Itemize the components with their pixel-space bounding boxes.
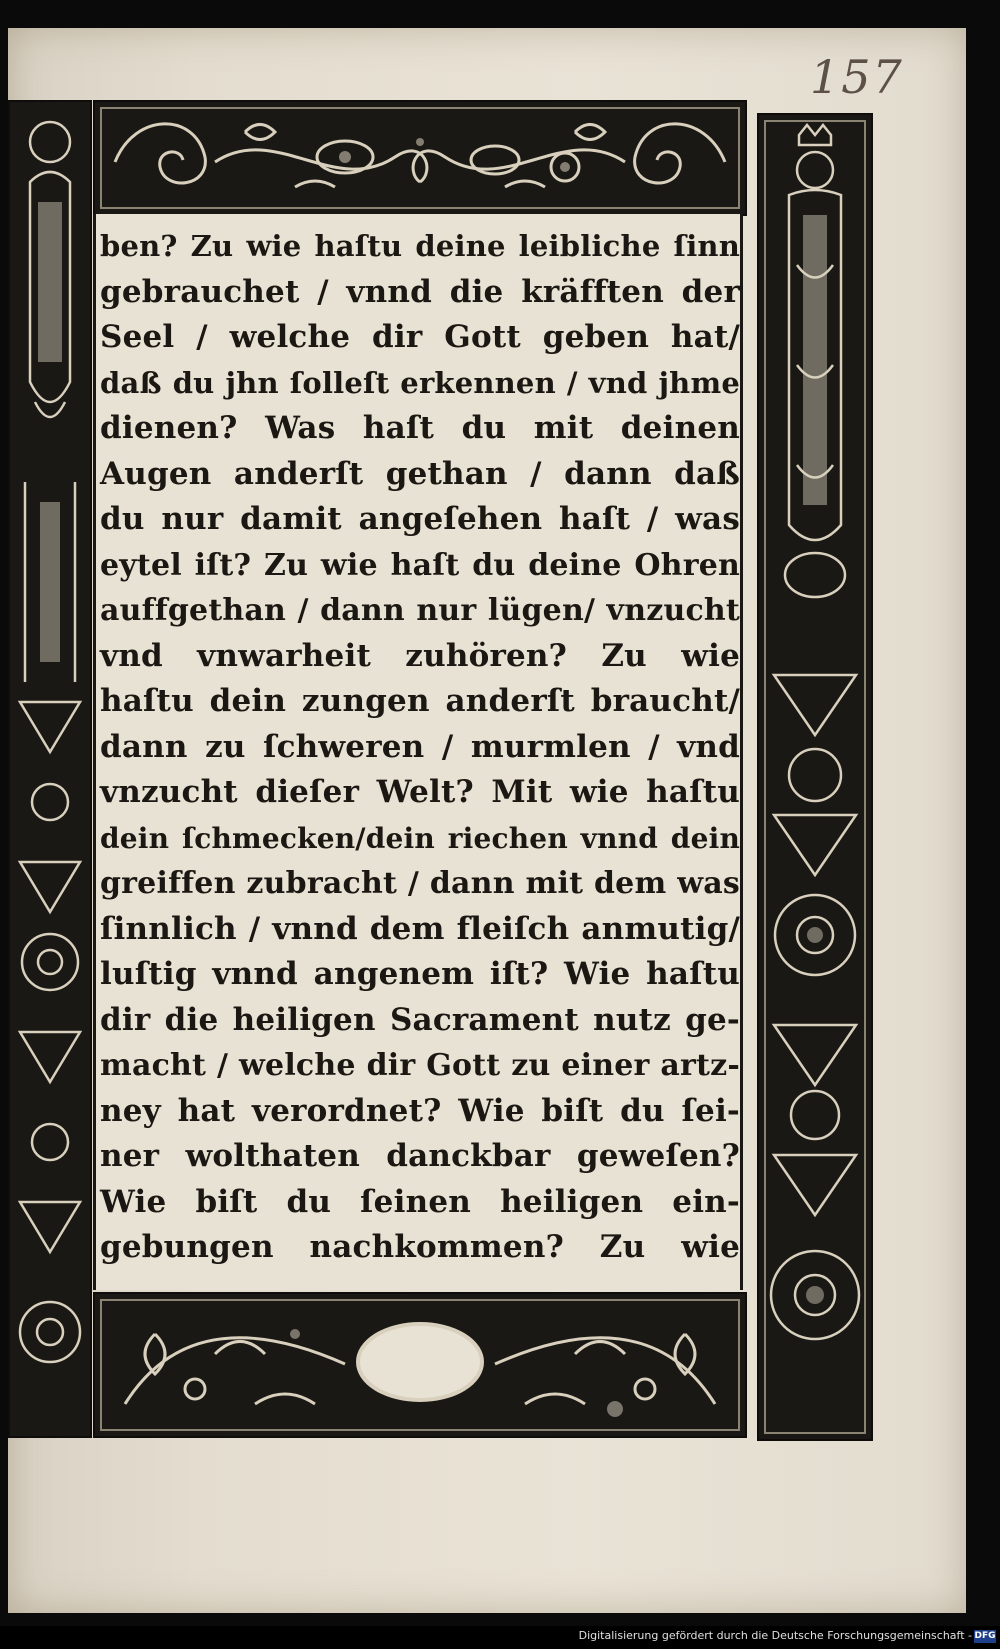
text-line: daß du jhn ſolleſt erkennen / vnd jhme — [100, 365, 740, 400]
text-line: ben? Zu wie haſtu deine leibliche ſinn — [100, 229, 740, 263]
bottom-ornament-border — [93, 1292, 747, 1438]
text-line: dann zu ſchweren / murmlen / vnd — [100, 728, 740, 765]
text-line: ney hat verordnet? Wie biſt du ſei- — [100, 1092, 740, 1129]
text-line: dein ſchmecken/dein riechen vnnd dein — [100, 821, 740, 855]
text-line: auffgethan / dann nur lügen/ vnzucht — [100, 593, 740, 628]
folio-number: 157 — [810, 50, 904, 104]
text-line: greiffen zubracht / dann mit dem was — [100, 866, 740, 901]
text-line: vnzucht dieſer Welt? Mit wie haſtu — [100, 774, 740, 810]
text-line: eytel iſt? Zu wie haſt du deine Ohren — [100, 547, 740, 583]
text-line: Wie biſt du ſeinen heiligen ein- — [100, 1183, 740, 1220]
left-ornament-image — [10, 102, 90, 1436]
text-line: luſtig vnnd angenem iſt? Wie haſtu — [100, 956, 740, 992]
text-line: Augen anderſt gethan / dann daß — [100, 455, 740, 492]
text-line: du nur damit angeſehen haſt / was — [100, 501, 740, 537]
text-line: gebungen nachkommen? Zu wie — [100, 1229, 740, 1265]
footer-credit: Digitalisierung gefördert durch die Deutsche Forschungsgemeinschaft - — [578, 1629, 972, 1642]
main-text — [100, 224, 740, 1271]
dfg-logo: DFG — [974, 1631, 996, 1641]
right-ornament-image — [759, 115, 871, 1439]
text-line: gebrauchet / vnnd die kräfften der — [100, 273, 740, 310]
top-ornament-border — [93, 100, 747, 216]
bottom-ornament-image — [95, 1294, 745, 1436]
text-line: Seel / welche dir Gott geben hat/ — [100, 319, 740, 355]
text-line: ner wolthaten danckbar geweſen? — [100, 1138, 740, 1174]
left-ornament-border — [8, 100, 92, 1438]
right-ornament-border — [757, 113, 873, 1441]
text-line: macht / welche dir Gott zu einer artz- — [100, 1048, 740, 1083]
text-line: vnd vnwarheit zuhören? Zu wie — [100, 637, 740, 674]
text-line: ſinnlich / vnnd dem fleiſch anmutig/ — [100, 910, 740, 947]
top-ornament-image — [95, 102, 745, 214]
text-line: dienen? Was haſt du mit deinen — [100, 410, 740, 446]
text-line: dir die heiligen Sacrament nutz ge- — [100, 1001, 740, 1038]
text-line: haſtu dein zungen anderſt braucht/ — [100, 683, 740, 719]
